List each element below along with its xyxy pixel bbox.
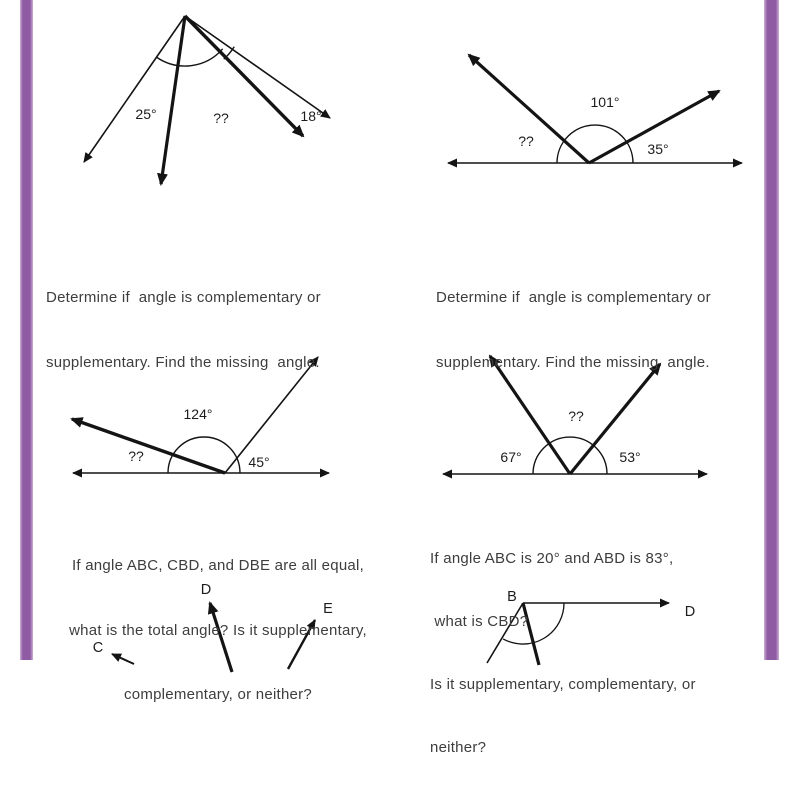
question-2-line-1: Determine if angle is complementary or xyxy=(436,289,711,306)
angle-label-right: 35° xyxy=(647,141,669,157)
angle-label-right: 18° xyxy=(300,108,322,124)
question-1 xyxy=(46,244,321,416)
angle-label-right: 45° xyxy=(248,454,270,470)
question-4 xyxy=(430,506,696,800)
question-3-line-1: If angle ABC, CBD, and DBE are all equal, xyxy=(71,557,365,574)
question-4-line-2: what is CBD? xyxy=(430,613,529,630)
point-label-d: D xyxy=(200,582,212,598)
question-2 xyxy=(436,244,711,416)
angle-label-left: ?? xyxy=(518,133,534,149)
angle-label-top: ?? xyxy=(568,408,584,424)
ray xyxy=(84,16,185,162)
question-4-line-1: If angle ABC is 20° and ABD is 83°, xyxy=(430,550,674,567)
point-label-c: C xyxy=(92,640,104,656)
question-2-line-2: supplementary. Find the missing angle. xyxy=(436,353,710,371)
diagram-problem-2 xyxy=(448,55,742,163)
diagram-problem-1 xyxy=(84,16,330,184)
question-3-line-2: what is the total angle? Is it supplementary, xyxy=(69,621,367,639)
ray xyxy=(185,16,330,118)
ray xyxy=(161,16,185,184)
angle-label-left: ?? xyxy=(128,448,144,464)
point-label-b: B xyxy=(507,589,517,605)
ray xyxy=(185,16,303,136)
question-1-line-2: supplementary. Find the missing angle. xyxy=(46,353,320,371)
question-4-line-4: neither? xyxy=(430,739,487,756)
angle-label-right: 53° xyxy=(619,449,641,465)
angle-label-top: 101° xyxy=(590,94,620,110)
question-3-line-3: complementary, or neither? xyxy=(124,686,312,703)
angle-arc xyxy=(224,47,234,59)
angle-label-middle: ?? xyxy=(213,110,229,126)
question-1-line-1: Determine if angle is complementary or xyxy=(46,289,321,306)
point-label-d: D xyxy=(684,604,696,620)
question-4-line-3: Is it supplementary, complementary, or xyxy=(430,676,696,693)
angle-label-left: 67° xyxy=(500,449,522,465)
ray xyxy=(72,419,225,473)
point-label-e: E xyxy=(323,601,333,617)
question-3 xyxy=(40,512,396,749)
angle-arc xyxy=(156,49,222,66)
angle-label-top: 124° xyxy=(183,406,213,422)
angle-label-left: 25° xyxy=(135,106,157,122)
